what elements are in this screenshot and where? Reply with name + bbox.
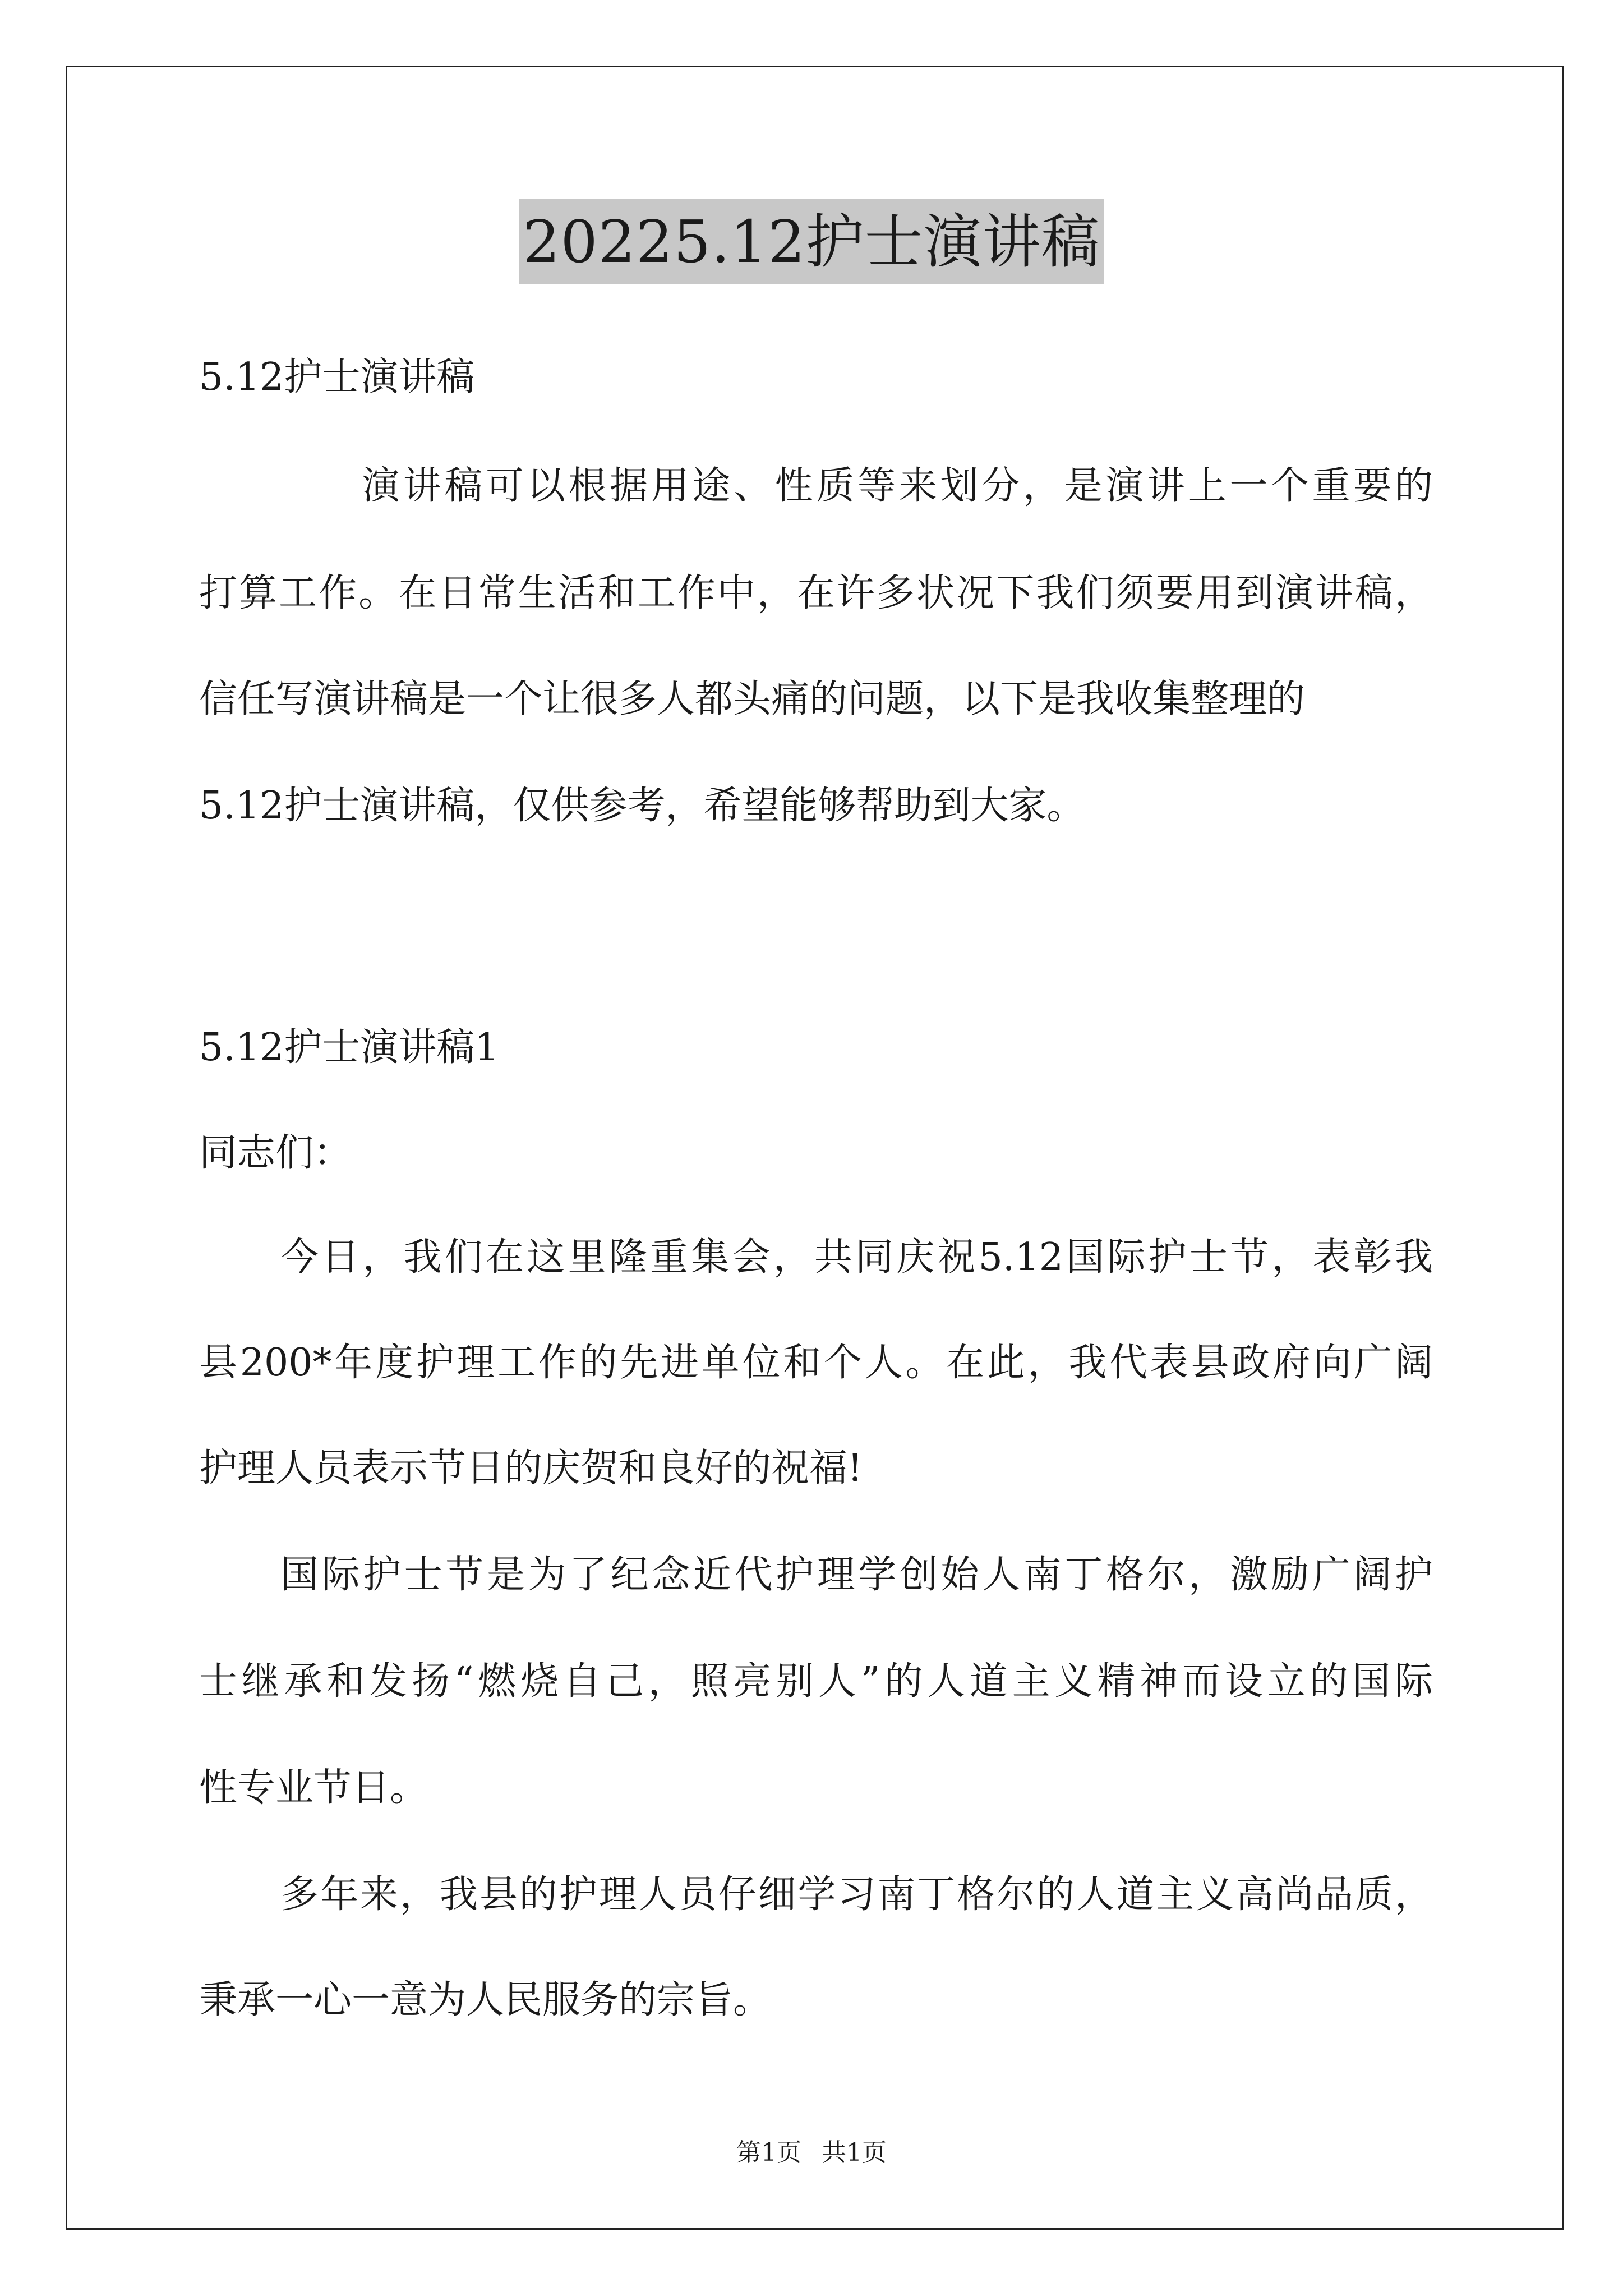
- intro-line-4: 5.12护士演讲稿，仅供参考，希望能够帮助到大家。: [199, 784, 1085, 828]
- para1-line-1: 今日，我们在这里隆重集会，共同庆祝5.12国际护士节，表彰我: [280, 1235, 1433, 1280]
- document-title: 20225.12护士演讲稿: [519, 199, 1103, 284]
- para2-line-2: 士继承和发扬“燃烧自己，照亮别人”的人道主义精神而设立的国际: [199, 1659, 1433, 1704]
- section-heading: 5.12护士演讲稿1: [199, 1025, 499, 1070]
- para2-line-1: 国际护士节是为了纪念近代护理学创始人南丁格尔，激励广阔护: [280, 1553, 1433, 1597]
- intro-line-2: 打算工作。在日常生活和工作中，在许多状况下我们须要用到演讲稿，: [199, 571, 1433, 615]
- intro-line-1: 演讲稿可以根据用途、性质等来划分，是演讲上一个重要的: [362, 464, 1433, 508]
- para3-line-2: 秉承一心一意为人民服务的宗旨。: [199, 1978, 772, 2022]
- para2-line-3: 性专业节日。: [199, 1766, 428, 1810]
- page-number: 第1页: [736, 2138, 801, 2167]
- salutation: 同志们：: [199, 1131, 352, 1175]
- intro-line-3: 信任写演讲稿是一个让很多人都头痛的问题，以下是我收集整理的: [199, 677, 1306, 721]
- page-total: 共1页: [822, 2138, 887, 2167]
- page-footer: [0, 2136, 1623, 2170]
- para1-line-2: 县200*年度护理工作的先进单位和个人。在此，我代表县政府向广阔: [199, 1341, 1433, 1385]
- para1-line-3: 护理人员表示节日的庆贺和良好的祝福!: [199, 1446, 863, 1490]
- para3-line-1: 多年来，我县的护理人员仔细学习南丁格尔的人道主义高尚品质，: [280, 1872, 1433, 1917]
- title-container: [0, 199, 1623, 284]
- subtitle: 5.12护士演讲稿: [199, 355, 475, 399]
